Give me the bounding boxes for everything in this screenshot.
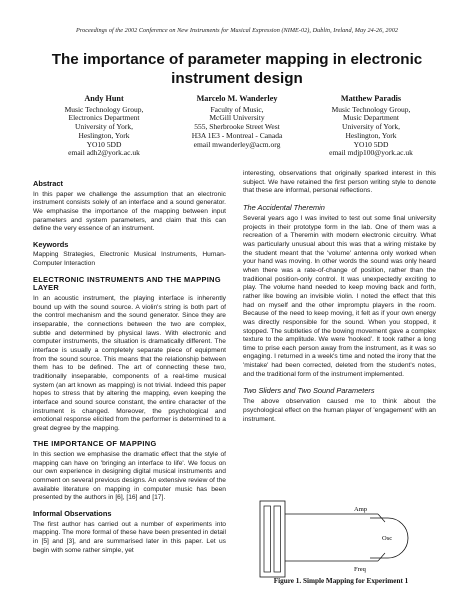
- author-line: Heslington, York: [78, 130, 130, 140]
- paper-title: The importance of parameter mapping in electronic instrument design: [51, 51, 423, 87]
- author-name: Matthew Paradis: [340, 94, 402, 103]
- keywords-text: Mapping Strategies, Electronic Musical Instruments, Human-Computer Interaction: [33, 251, 226, 268]
- abstract-heading: Abstract: [33, 179, 63, 188]
- author-line: YO10 5DD: [353, 139, 389, 149]
- author-name: Marcelo M. Wanderley: [196, 94, 278, 103]
- author-line: Music Department: [342, 113, 400, 123]
- intro-text: In an acoustic instrument, the playing interface is inherently bound up with the sound source. A violin's string is both part of the control mechanism and the sound generator. Since they are inseparable, the connections between the two are complex, subtle and determined by physical laws. With electronic and computer instruments, the situation is dramatically different. The interface is usually a completely separate piece of equipment from the sound source. This means that the relationship between them has to be defined. The art of connecting these two, traditionally inseparable, components of a real-time musical system (an art known as mapping) is not trivial. Indeed this paper hopes to stress that by altering the mapping, even keeping the interface and sound source constant, the entire character of the instrument is changed. Moreover, the psychological and emotional response elicited from the performer is determined to a great degree by the mapping.: [33, 294, 226, 432]
- author-line: H3A 1E3 - Montreal - Canada: [191, 130, 283, 140]
- author-line: Music Technology Group,: [331, 104, 411, 114]
- author-block-1: [34, 95, 174, 158]
- author-line: 555, Sherbrooke Street West: [194, 122, 280, 132]
- author-line: Faculty of Music,: [210, 104, 264, 114]
- author-line: McGill University: [209, 113, 265, 123]
- abstract-text: In this paper we challenge the assumption that an electronic instrument consists solely of an interface and a sound generator. We emphasise the importance of the mapping between input parameters and system parameters, and claim that this can define the very essence of an instrument.: [33, 190, 226, 233]
- author-email: email mwanderley@acm.org: [193, 139, 281, 149]
- author-email: email adh2@york.ac.uk: [68, 148, 140, 158]
- sliders-text: The above observation caused me to think about the psychological effect on the human player of 'engagement' with an instrument.: [243, 398, 436, 423]
- author-block-3: [301, 95, 441, 158]
- importance-text: In this section we emphasise the dramatic effect that the style of mapping can have on 'bringing an interface to life'. We focus on our own experience in designing digital musical instruments and comment on several previous designs. An extensive review of the available literature on mapping in computer music has been presented by the authors in [6], [16] and [17].: [33, 451, 226, 502]
- left-column: [33, 180, 226, 559]
- author-line: University of York,: [342, 122, 400, 132]
- figure-caption: Figure 1. Simple Mapping for Experiment 1: [273, 577, 409, 585]
- section-heading-importance: THE IMPORTANCE OF MAPPING: [33, 439, 157, 449]
- theremin-text: Several years ago I was invited to test out some final university projects in their prototype form in the lab. One of them was a recreation of a Theremin with modern electronic circuitry. What was particularly unusual about this was that a wiring mistake by the student meant that the 'volume' antenna only worked when your hand was moving. In other words the sound was only heard when there was a rate-of-change of position, rather than the traditional position-only control. It was unexpectedly exciting to play. The volume hand needed to keep moving back and forth, rather like bowing an invisible violin. I noted the effect that this had on myself and the other impromptu players in the room. Because of the need to keep moving, it felt as if your own energy was directly responsible for the sound. When you stopped, it stopped. The subtleties of the bowing movement gave a complex texture to the amplitude. We were 'hooked'. It took rather a long time to prise each person away from the instrument, as it was so engaging. I returned in a week's time and noted the irony that the 'mistake' had been corrected, deleted from the student's notes, and the traditional form of the instrument implemented.: [243, 214, 436, 378]
- author-line: Music Technology Group,: [64, 104, 144, 114]
- author-block-2: [167, 95, 307, 149]
- amp-label: Amp: [354, 506, 367, 513]
- theremin-heading: The Accidental Theremin: [243, 202, 325, 212]
- section-heading-instruments: ELECTRONIC INSTRUMENTS AND THE MAPPING LAYER: [33, 274, 221, 293]
- author-name: Andy Hunt: [84, 94, 124, 103]
- informal-text: The first author has carried out a number of experiments into mapping. The more formal of these have been presented in detail in [5] and [3], and are summarised later in this paper. Let us begin with some rather simple, yet: [33, 520, 226, 554]
- slider-2: [274, 506, 281, 572]
- author-line: University of York,: [75, 122, 133, 132]
- slider-1: [264, 506, 271, 572]
- right-column: [243, 170, 436, 431]
- sliders-heading: Two Sliders and Two Sound Parameters: [243, 386, 375, 396]
- author-line: YO10 5DD: [86, 139, 122, 149]
- osc-label: Osc: [382, 535, 393, 542]
- proceedings-header: Proceedings of the 2002 Conference on New Instruments for Musical Expression (NIME-02), Dublin, Ireland, May 24-26, 2002: [76, 27, 398, 34]
- freq-label: Freq: [354, 566, 366, 573]
- informal-heading: Informal Observations: [33, 509, 112, 518]
- continued-text: interesting, observations that originally sparked interest in this subject. We have retained the first person writing style to denote that these are informal, personal reflections.: [243, 170, 436, 195]
- author-line: Electronics Department: [68, 113, 140, 123]
- keywords-heading: Keywords: [33, 239, 69, 249]
- mapping-figure: [258, 500, 428, 578]
- author-line: Heslington, York: [345, 130, 397, 140]
- author-email: email mdjp100@york.ac.uk: [329, 148, 413, 158]
